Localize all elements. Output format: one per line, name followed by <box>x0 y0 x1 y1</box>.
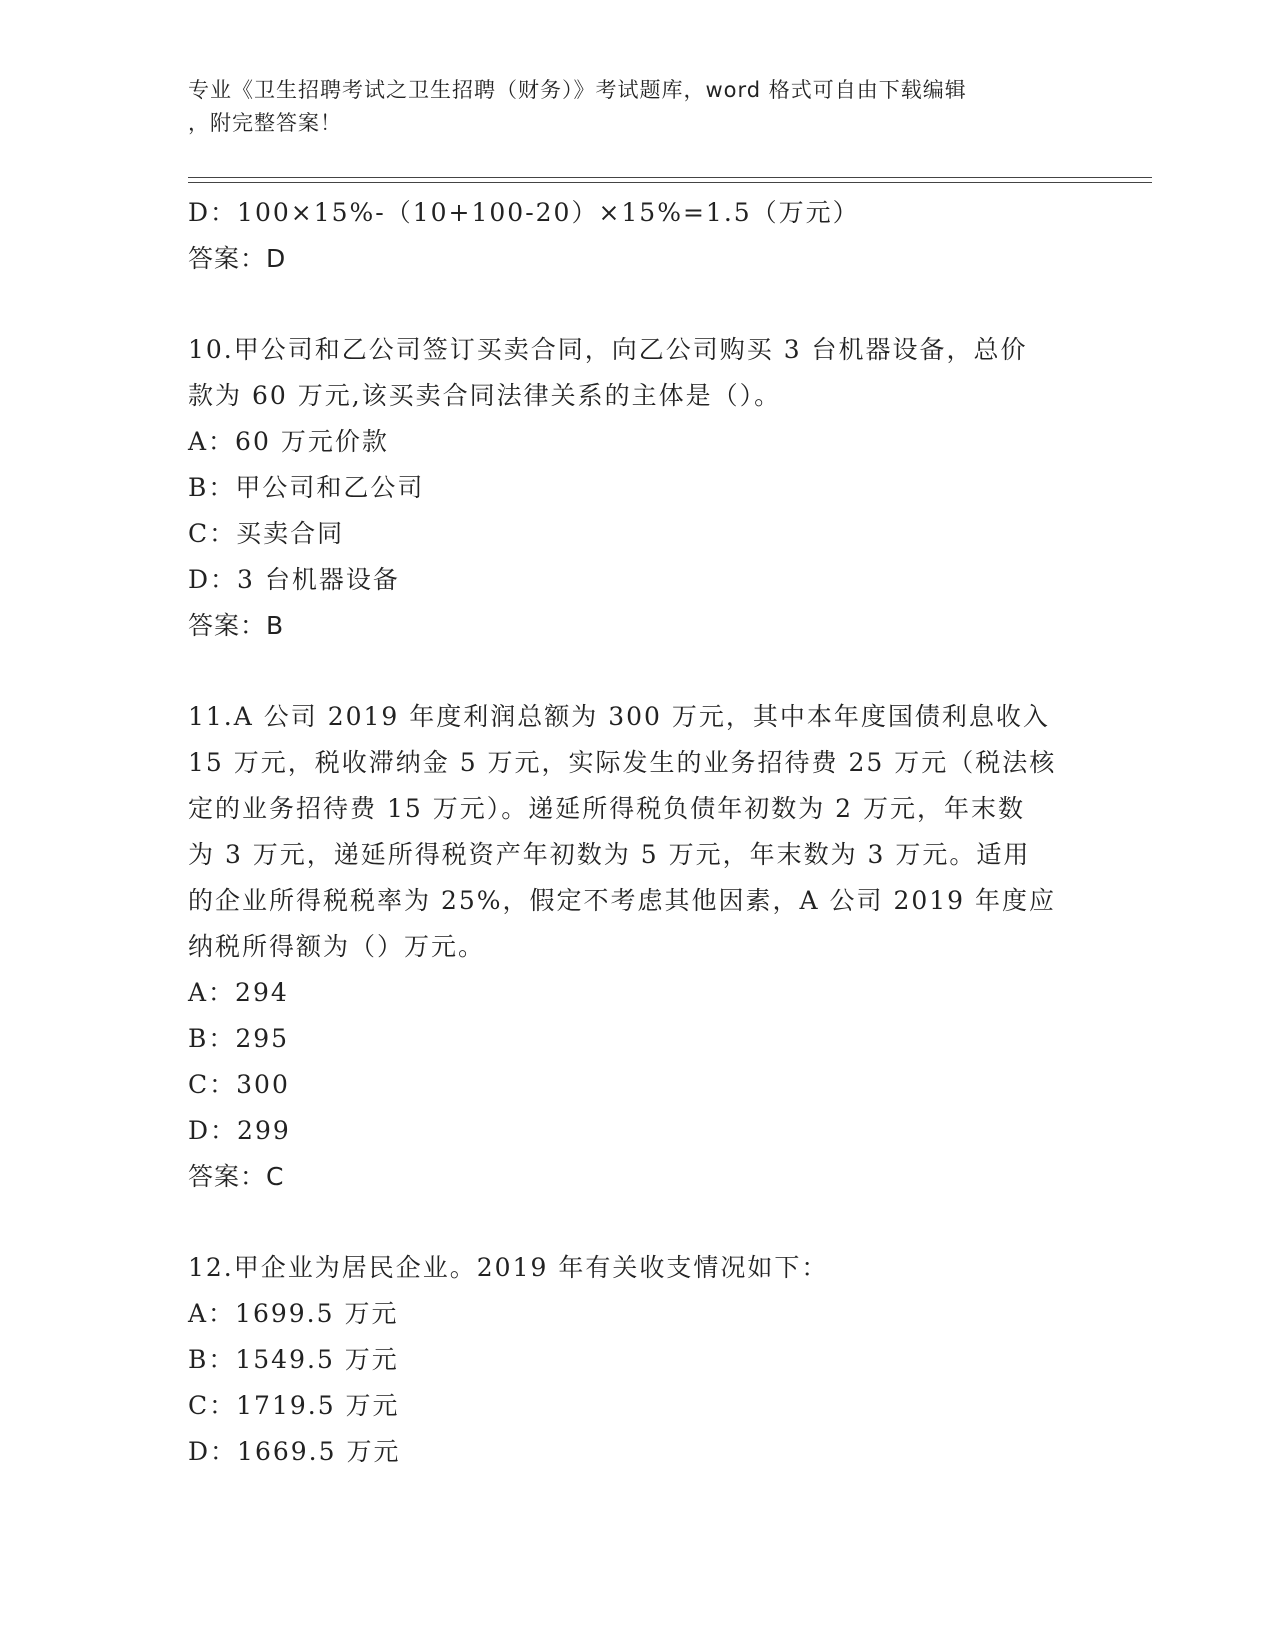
q9-answer: 答案：D <box>188 244 287 273</box>
q12-option-a: A：1699.5 万元 <box>188 1299 399 1328</box>
q11-stem-line: 纳税所得额为（）万元。 <box>188 932 486 961</box>
q11-option-d: D：299 <box>188 1116 291 1145</box>
q12-option-b: B：1549.5 万元 <box>188 1345 399 1374</box>
q11-stem-line: 11.A 公司 2019 年度利润总额为 300 万元，其中本年度国债利息收入 <box>188 702 1050 731</box>
q12-option-c: C：1719.5 万元 <box>188 1391 400 1420</box>
question-list <box>188 190 1088 1475</box>
q11-stem-line: 的企业所得税税率为 25%，假定不考虑其他因素，A 公司 2019 年度应 <box>188 886 1057 915</box>
q10-option-a: A：60 万元价款 <box>188 427 389 456</box>
q10-option-c: C：买卖合同 <box>188 519 345 548</box>
header-line-1: 专业《卫生招聘考试之卫生招聘（财务）》考试题库，word 格式可自由下载编辑 <box>188 78 967 102</box>
q11-stem-line: 为 3 万元，递延所得税资产年初数为 5 万元，年末数为 3 万元。适用 <box>188 840 1031 869</box>
q10-option-d: D：3 台机器设备 <box>188 565 400 594</box>
q11-stem-line: 定的业务招待费 15 万元）。递延所得税负债年初数为 2 万元，年末数 <box>188 794 1026 823</box>
q11-answer: 答案：C <box>188 1162 285 1191</box>
header-divider-bottom <box>188 182 1152 183</box>
q10-answer: 答案：B <box>188 611 285 640</box>
question-12 <box>188 1245 1088 1475</box>
q11-stem-line: 15 万元，税收滞纳金 5 万元，实际发生的业务招待费 25 万元（税法核 <box>188 748 1057 777</box>
q11-option-c: C：300 <box>188 1070 290 1099</box>
header-line-2: ，附完整答案！ <box>188 111 342 135</box>
q12-stem-line: 12.甲企业为居民企业。2019 年有关收支情况如下： <box>188 1253 829 1282</box>
q10-stem-line: 10.甲公司和乙公司签订买卖合同，向乙公司购买 3 台机器设备，总价 <box>188 335 1028 364</box>
q12-option-d: D：1669.5 万元 <box>188 1437 401 1466</box>
question-11 <box>188 694 1088 1200</box>
q9-option-d: D：100×15%-（10+100-20）×15%=1.5（万元） <box>188 198 860 227</box>
document-header <box>188 74 1088 140</box>
q10-option-b: B：甲公司和乙公司 <box>188 473 425 502</box>
question-9-tail <box>188 190 1088 282</box>
q11-option-b: B：295 <box>188 1024 290 1053</box>
q11-option-a: A：294 <box>188 978 289 1007</box>
question-10 <box>188 327 1088 649</box>
q10-stem-line: 款为 60 万元,该买卖合同法律关系的主体是（）。 <box>188 381 782 410</box>
header-divider-top <box>188 177 1152 178</box>
